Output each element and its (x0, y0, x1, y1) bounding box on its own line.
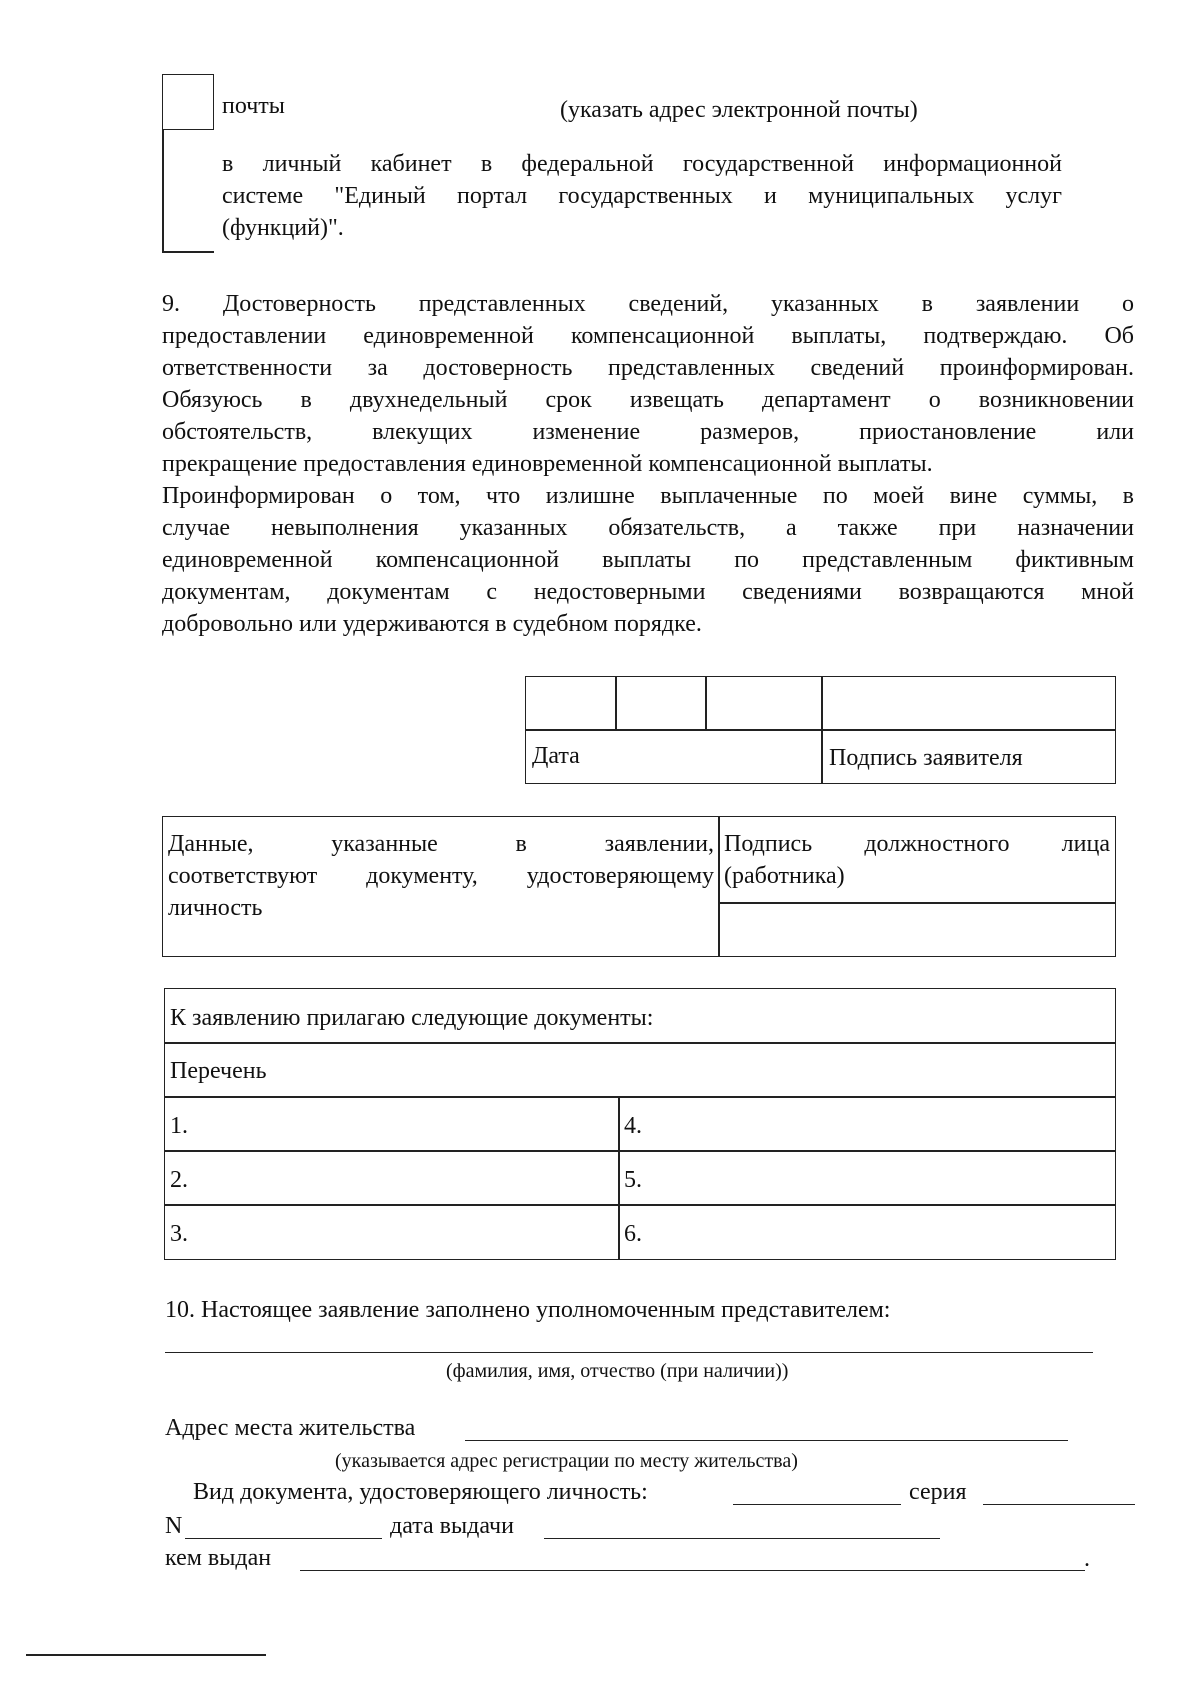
date-cell-year[interactable] (705, 676, 823, 731)
issue-date-label: дата выдачи (390, 1513, 514, 1539)
document-cell[interactable] (618, 1204, 1116, 1260)
verification-left-text (168, 828, 714, 924)
verification-left-line: соответствуют документу, удостоверяющему (168, 863, 714, 889)
fio-hint: (фамилия, имя, отчество (при наличии)) (446, 1360, 789, 1382)
item9-line: предоставлении единовременной компенсационной выплаты, подтверждаю. Об (162, 323, 1134, 349)
documents-list-label-cell (164, 1042, 1116, 1098)
issue-date-input-line[interactable] (544, 1538, 940, 1539)
document-number: 3. (170, 1221, 188, 1247)
signature-cell[interactable] (821, 676, 1116, 731)
verification-left-line: личность (168, 895, 263, 921)
document-cell[interactable] (164, 1150, 620, 1206)
item9-line: Проинформирован о том, что излишне выплаченные по моей вине суммы, в (162, 483, 1134, 509)
series-label: серия (909, 1479, 967, 1505)
documents-list-label: Перечень (170, 1058, 267, 1084)
verification-right-line: (работника) (724, 863, 845, 889)
verification-right-line: Подпись должностного лица (724, 831, 1110, 857)
date-cell-month[interactable] (615, 676, 707, 731)
end-period: . (1084, 1546, 1090, 1572)
number-input-line[interactable] (185, 1538, 382, 1539)
date-label: Дата (532, 743, 580, 769)
item10-title: 10. Настоящее заявление заполнено уполномоченным представителем: (165, 1297, 891, 1323)
doc-type-input-line[interactable] (733, 1504, 901, 1505)
footnote-separator (26, 1654, 266, 1656)
item9-line: единовременной компенсационной выплаты по представленным фиктивным (162, 547, 1134, 573)
official-signature-cell[interactable] (718, 902, 1116, 957)
document-cell[interactable] (618, 1096, 1116, 1152)
cabinet-text (222, 148, 1062, 244)
signature-label: Подпись заявителя (829, 745, 1023, 771)
date-cell-day[interactable] (525, 676, 617, 731)
fio-input-line[interactable] (165, 1352, 1093, 1353)
email-checkbox[interactable] (162, 74, 214, 130)
verification-left-line: Данные, указанные в заявлении, (168, 831, 714, 857)
document-cell[interactable] (618, 1150, 1116, 1206)
document-number: 6. (624, 1221, 642, 1247)
document-cell[interactable] (164, 1204, 620, 1260)
item9-line: 9. Достоверность представленных сведений, указанных в заявлении о (162, 291, 1134, 317)
email-hint: (указать адрес электронной почты) (560, 97, 918, 123)
item9-line: документам, документам с недостоверными сведениями возвращаются мной (162, 579, 1134, 605)
item9-line: добровольно или удерживаются в судебном порядке. (162, 611, 702, 637)
item9-paragraph (162, 288, 1134, 640)
doc-type-label: Вид документа, удостоверяющего личность: (193, 1479, 648, 1505)
item9-line: Обязуюсь в двухнедельный срок извещать департамент о возникновении (162, 387, 1134, 413)
cabinet-line-2: системе "Единый портал государственных и муниципальных услуг (222, 183, 1062, 209)
item9-line: обстоятельств, влекущих изменение размеров, приостановление или (162, 419, 1134, 445)
number-label: N (165, 1513, 183, 1539)
email-label: почты (222, 93, 285, 119)
item9-line: прекращение предоставления единовременной компенсационной выплаты. (162, 451, 933, 477)
address-label: Адрес места жительства (165, 1415, 416, 1441)
cabinet-checkbox-bottom-edge (162, 251, 214, 253)
documents-header: К заявлению прилагаю следующие документы: (170, 1005, 654, 1031)
issued-by-label: кем выдан (165, 1545, 272, 1571)
cabinet-checkbox-left-edge[interactable] (162, 130, 164, 252)
address-input-line[interactable] (465, 1440, 1068, 1441)
cabinet-line-3: (функций)". (222, 215, 344, 241)
document-number: 2. (170, 1167, 188, 1193)
document-number: 1. (170, 1113, 188, 1139)
cabinet-line-1: в личный кабинет в федеральной государственной информационной (222, 151, 1062, 177)
issued-by-input-line[interactable] (300, 1570, 1085, 1571)
item9-line: ответственности за достоверность представленных сведений проинформирован. (162, 355, 1134, 381)
address-hint: (указывается адрес регистрации по месту жительства) (335, 1450, 798, 1472)
document-cell[interactable] (164, 1096, 620, 1152)
verification-right-text (724, 828, 1110, 892)
series-input-line[interactable] (983, 1504, 1135, 1505)
item9-line: случае невыполнения указанных обязательств, а также при назначении (162, 515, 1134, 541)
document-number: 4. (624, 1113, 642, 1139)
document-number: 5. (624, 1167, 642, 1193)
